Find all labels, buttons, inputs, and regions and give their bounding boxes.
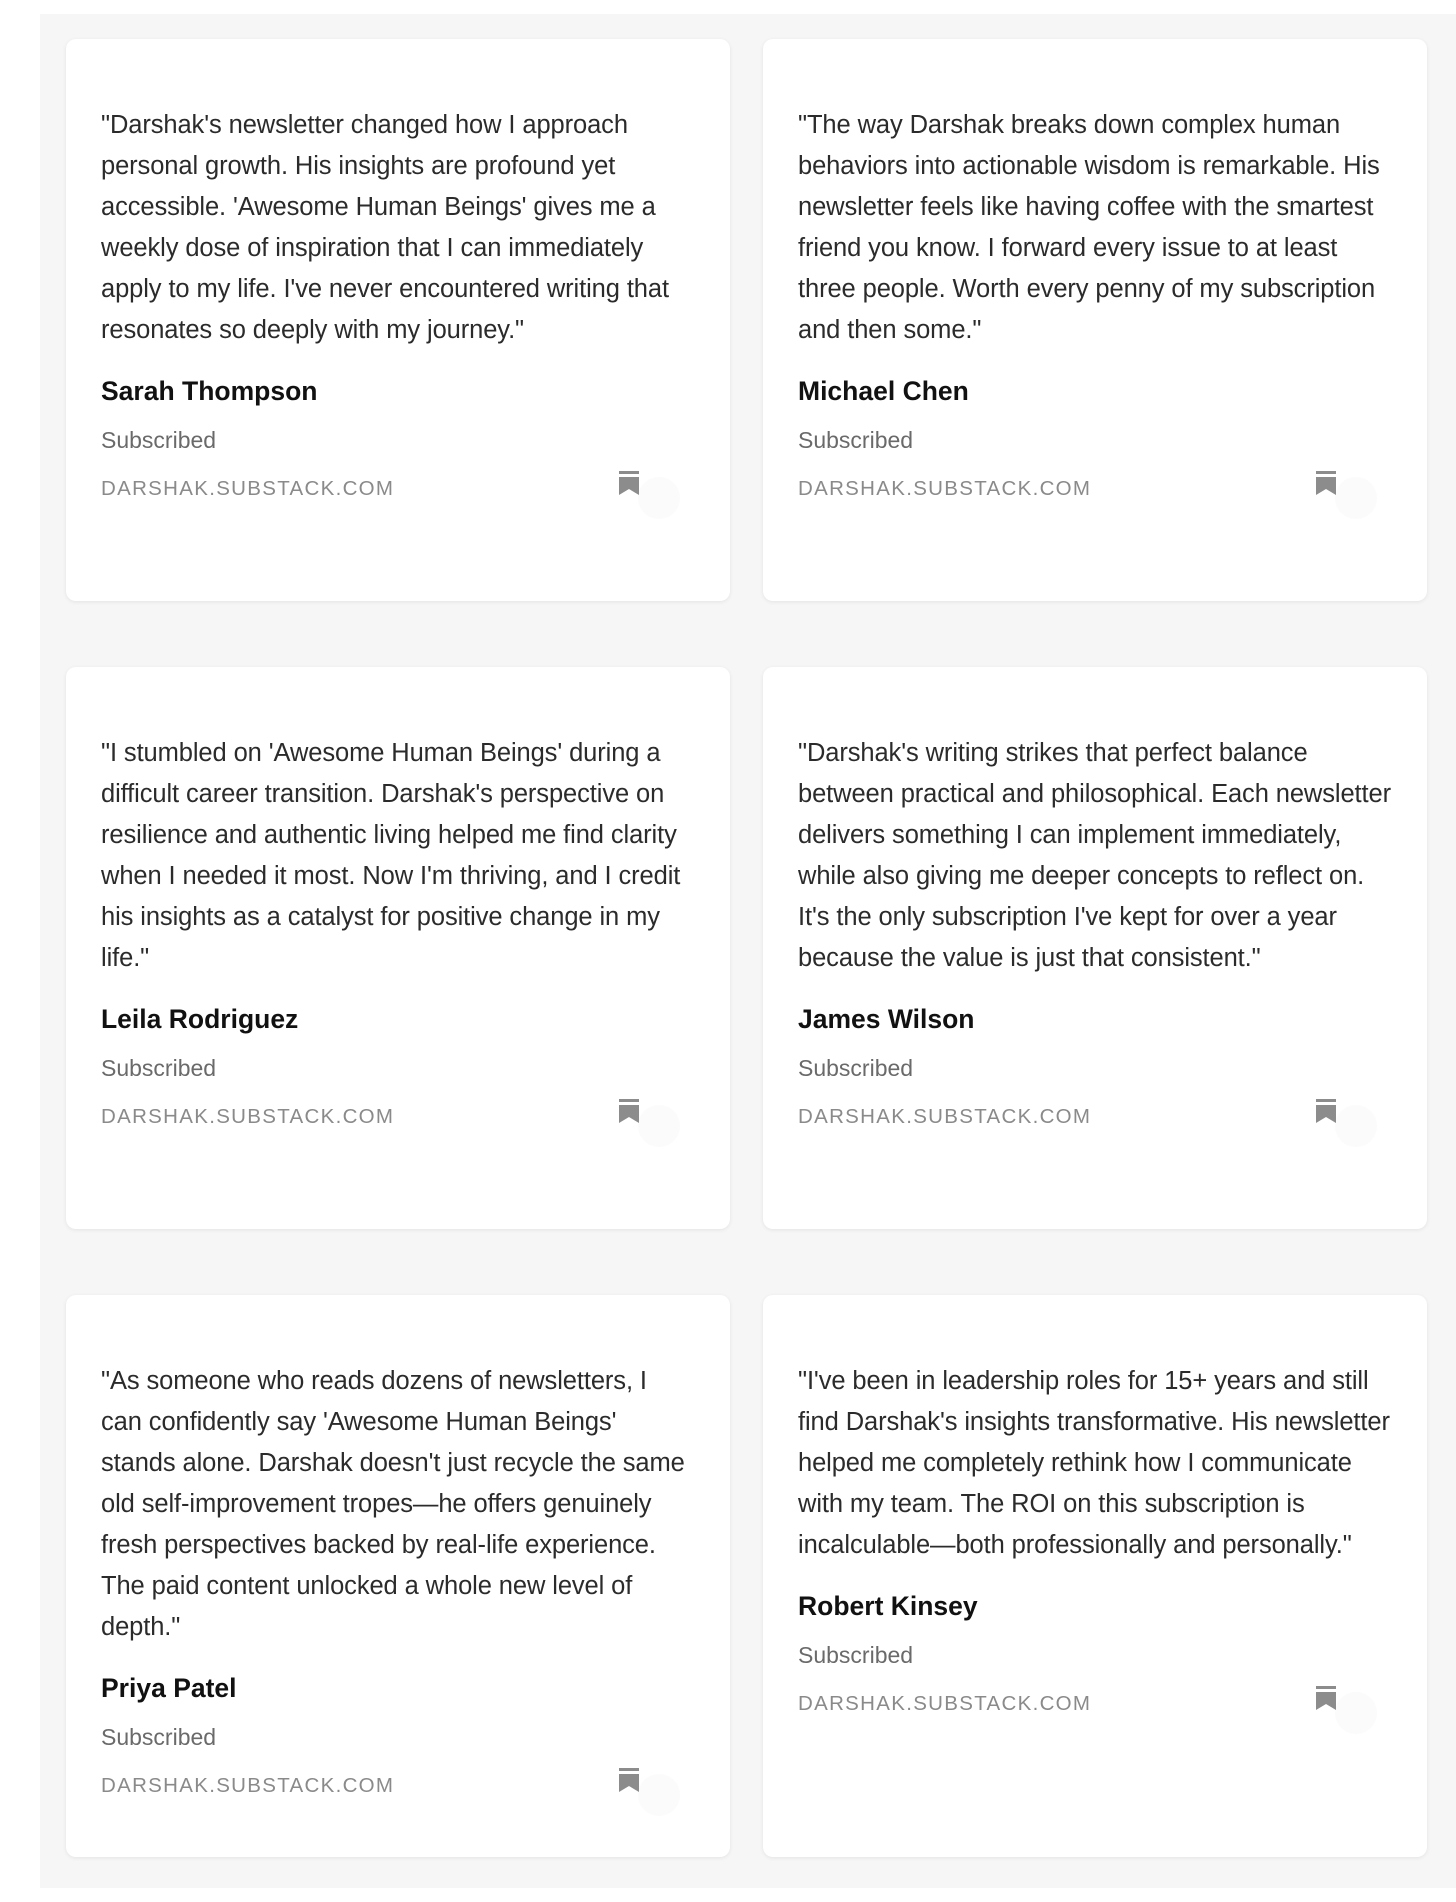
testimonial-quote: "The way Darshak breaks down complex human behaviors into actionable wisdom is remarkable. His newsletter feels like having coffee with the smartest friend you know. I forward every issue to at least three people. Worth every penny of my subscription and then some."	[798, 111, 1380, 344]
testimonials-grid	[40, 14, 1456, 1888]
bookmark-icon[interactable]	[1315, 1685, 1337, 1711]
testimonial-footer	[798, 1103, 1391, 1131]
testimonial-quote: "Darshak's writing strikes that perfect balance between practical and philosophical. Each newsletter delivers something I can implement immediately, while also giving me deeper concepts to reflect on. It's the only subscription I've kept for over a year because the value is just that consistent."	[798, 739, 1391, 972]
testimonial-author: Robert Kinsey	[798, 1591, 978, 1621]
testimonial-author: James Wilson	[798, 1004, 975, 1034]
bookmark-icon[interactable]	[618, 1098, 640, 1124]
testimonial-card	[763, 39, 1427, 601]
subscription-status: Subscribed	[101, 1724, 217, 1750]
testimonial-author: Priya Patel	[101, 1673, 237, 1703]
testimonial-footer	[101, 475, 694, 503]
publication-domain: DARSHAK.SUBSTACK.COM	[798, 477, 1092, 500]
bookmark-icon[interactable]	[1315, 470, 1337, 496]
bookmark-icon[interactable]	[618, 470, 640, 496]
publication-domain: DARSHAK.SUBSTACK.COM	[798, 1692, 1092, 1715]
testimonial-card	[66, 39, 730, 601]
testimonial-quote: "As someone who reads dozens of newsletters, I can confidently say 'Awesome Human Beings' stands alone. Darshak doesn't just recycle the same old self-improvement tropes—he offers genuinely fresh perspectives backed by real-life experience. The paid content unlocked a whole new level of depth."	[101, 1367, 685, 1641]
testimonial-author: Sarah Thompson	[101, 376, 318, 406]
testimonial-author: Michael Chen	[798, 376, 969, 406]
subscription-status: Subscribed	[798, 427, 914, 453]
publication-domain: DARSHAK.SUBSTACK.COM	[101, 477, 395, 500]
testimonial-footer	[101, 1772, 694, 1800]
publication-domain: DARSHAK.SUBSTACK.COM	[101, 1105, 395, 1128]
subscription-status: Subscribed	[101, 1055, 217, 1081]
testimonial-quote: "Darshak's newsletter changed how I approach personal growth. His insights are profound yet accessible. 'Awesome Human Beings' gives me a weekly dose of inspiration that I can immediately apply to my life. I've never encountered writing that resonates so deeply with my journey."	[101, 111, 669, 344]
bookmark-icon[interactable]	[1315, 1098, 1337, 1124]
bookmark-hover-circle	[1335, 1692, 1377, 1734]
publication-domain: DARSHAK.SUBSTACK.COM	[101, 1774, 395, 1797]
testimonial-card	[66, 1295, 730, 1857]
bookmark-hover-circle	[1335, 477, 1377, 519]
testimonial-quote: "I stumbled on 'Awesome Human Beings' during a difficult career transition. Darshak's perspective on resilience and authentic living helped me find clarity when I needed it most. Now I'm thriving, and I credit his insights as a catalyst for positive change in my life."	[101, 739, 681, 972]
testimonial-footer	[798, 1690, 1391, 1718]
subscription-status: Subscribed	[798, 1055, 914, 1081]
bookmark-hover-circle	[638, 1105, 680, 1147]
bookmark-hover-circle	[1335, 1105, 1377, 1147]
testimonial-footer	[101, 1103, 694, 1131]
testimonial-card	[763, 1295, 1427, 1857]
publication-domain: DARSHAK.SUBSTACK.COM	[798, 1105, 1092, 1128]
bookmark-hover-circle	[638, 1774, 680, 1816]
testimonial-footer	[798, 475, 1391, 503]
subscription-status: Subscribed	[101, 427, 217, 453]
testimonial-card	[763, 667, 1427, 1229]
subscription-status: Subscribed	[798, 1642, 914, 1668]
testimonial-quote: "I've been in leadership roles for 15+ years and still find Darshak's insights transformative. His newsletter helped me completely rethink how I communicate with my team. The ROI on this subscription is incalculable—both professionally and personally."	[798, 1367, 1390, 1559]
testimonial-author: Leila Rodriguez	[101, 1004, 299, 1034]
testimonial-card	[66, 667, 730, 1229]
bookmark-hover-circle	[638, 477, 680, 519]
bookmark-icon[interactable]	[618, 1767, 640, 1793]
